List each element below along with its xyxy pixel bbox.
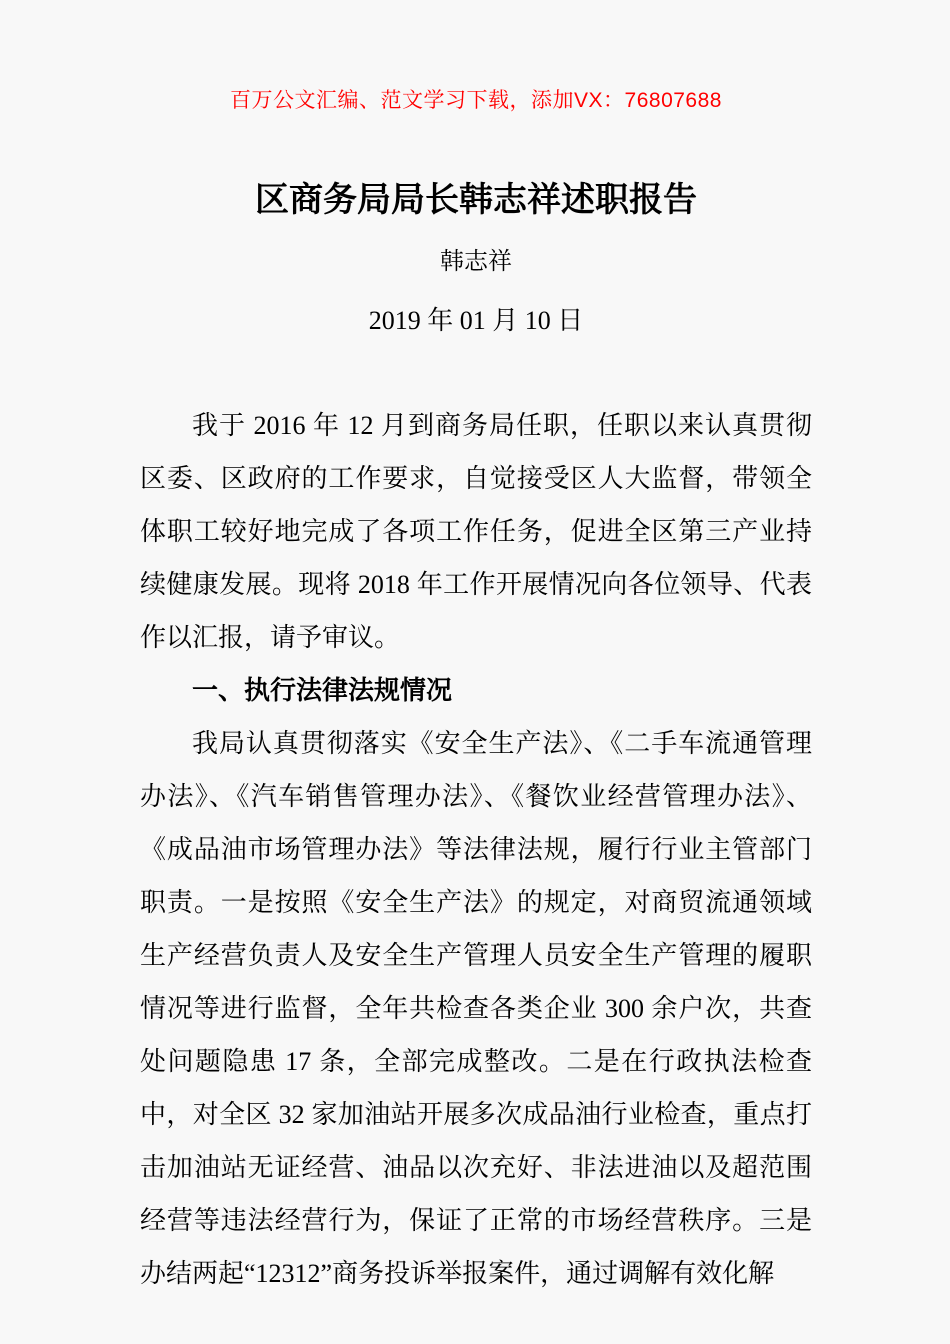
promo-notice: 百万公文汇编、范文学习下载，添加VX：76807688 xyxy=(230,89,722,112)
document-date: 2019 年 01 月 10 日 xyxy=(368,306,584,335)
document-title: 区商务局局长韩志祥述职报告 xyxy=(255,181,697,219)
section-heading: 一、执行法律法规情况 xyxy=(192,675,453,705)
author-name: 韩志祥 xyxy=(440,249,512,275)
document-body xyxy=(140,399,812,1300)
paragraph: 我于 2016 年 12 月到商务局任职，任职以来认真贯彻区委、区政府的工作要求，自觉接受区人大监督，带领全体职工较好地完成了各项工作任务，促进全区第三产业持续健康发展。现将 2018 年工作开展情况向各位领导、代表作以汇报，请予审议。 xyxy=(140,411,812,652)
paragraph: 我局认真贯彻落实《安全生产法》、《二手车流通管理办法》、《汽车销售管理办法》、《餐饮业经营管理办法》、《成品油市场管理办法》等法律法规，履行行业主管部门职责。一是按照《安全生产法》的规定，对商贸流通领域生产经营负责人及安全生产管理人员安全生产管理的履职情况等进行监督，全年共检查各类企业 300 余户次，共查处问题隐患 17 条，全部完成整改。二是在行政执法检查中，对全区 32 家加油站开展多次成品油行业检查，重点打击加油站无证经营、油品以次充好、非法进油以及超范围经营等违法经营行为，保证了正常的市场经营秩序。三是办结两起“12312”商务投诉举报案件，通过调解有效化解 xyxy=(140,729,812,1288)
